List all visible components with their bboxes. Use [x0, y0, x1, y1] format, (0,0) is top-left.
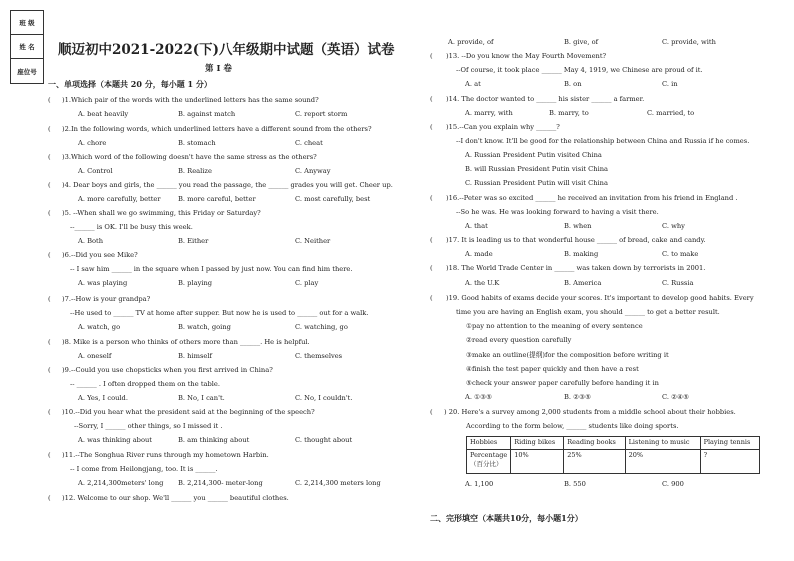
- q6-stem: )6.--Did you see Mike?: [62, 251, 138, 259]
- q2-stem: )2.In the following words, which underlined letters have a different sound from the others?: [62, 125, 372, 133]
- q13-option-a: A. at: [465, 80, 481, 88]
- q9-stem: )9.--Could you use chopsticks when you first arrived in China?: [62, 366, 273, 374]
- q15-option-b: B. will Russian President Putin visit China: [465, 165, 609, 173]
- q16-option-a: A. that: [465, 222, 488, 230]
- q3-option-a: A. Control: [78, 167, 113, 175]
- q17-option-c: C. to make: [662, 250, 699, 258]
- q19-item-4: ④finish the test paper quickly and then have a rest: [466, 365, 639, 373]
- q11-stem: )11.--The Songhua River runs through my hometown Harbin.: [62, 451, 269, 459]
- table-cell: 10%: [511, 450, 564, 474]
- q15-stem2: --I don't know. It'll be good for the relationship between China and Russia if he comes.: [456, 137, 750, 145]
- q1-paren: (: [48, 96, 51, 104]
- q9-stem2: -- ______ . I often dropped them on the table.: [70, 380, 220, 388]
- q7-option-b: B. watch, going: [178, 323, 231, 331]
- table-cell: 20%: [625, 450, 700, 474]
- q20-stem: ) 20. Here's a survey among 2,000 students from a middle school about their hobbies.: [444, 408, 736, 416]
- q1-option-a: A. beat heavily: [78, 110, 129, 118]
- q8-option-a: A. oneself: [78, 352, 112, 360]
- q5-option-c: C. Neither: [295, 237, 331, 245]
- table-header: Reading books: [564, 437, 625, 450]
- q8-stem: )8. Mike is a person who thinks of others more than ______. He is helpful.: [62, 338, 310, 346]
- q6-paren: (: [48, 251, 51, 259]
- q4-stem: )4. Dear boys and girls, the ______ you read the passage, the ______ grades you will get. Cheer up.: [62, 181, 393, 189]
- q14-option-c: C. married, to: [647, 109, 695, 117]
- table-row: [467, 437, 760, 450]
- q1-option-b: B. against match: [178, 110, 236, 118]
- q9-option-c: C. No, I couldn't.: [295, 394, 353, 402]
- q12-paren: (: [48, 494, 51, 502]
- q18-paren: (: [430, 264, 433, 272]
- q11-option-c: C. 2,214,300 meters long: [295, 479, 381, 487]
- q7-stem2: --He used to ______ TV at home after supper. But now he is used to ______ out for a walk.: [70, 309, 369, 317]
- q2-option-c: C. cheat: [295, 139, 323, 147]
- q11-paren: (: [48, 451, 51, 459]
- q19-item-2: ②read every question carefully: [466, 336, 572, 344]
- q7-paren: (: [48, 295, 51, 303]
- q15-paren: (: [430, 123, 433, 131]
- q3-stem: )3.Which word of the following doesn't have the same stress as the others?: [62, 153, 317, 161]
- q2-paren: (: [48, 125, 51, 133]
- page-title: 顺迈初中2021-2022(下)八年级期中试题（英语）试卷: [58, 42, 395, 58]
- q20-stem2: According to the form below, ______ students like doing sports.: [466, 422, 679, 430]
- q13-stem: )13. --Do you know the May Fourth Movement?: [446, 52, 607, 60]
- q4-option-b: B. more careful, better: [178, 195, 256, 203]
- q3-paren: (: [48, 153, 51, 161]
- q19-item-1: ①pay no attention to the meaning of every sentence: [466, 322, 643, 330]
- table-cell: 25%: [564, 450, 625, 474]
- q18-stem: )18. The World Trade Center in ______ was taken down by terrorists in 2001.: [446, 264, 706, 272]
- q3-option-c: C. Anyway: [295, 167, 331, 175]
- q13-stem2: --Of course, it took place ______ May 4, 1919, we Chinese are proud of it.: [456, 66, 703, 74]
- q17-option-b: B. making: [564, 250, 599, 258]
- table-header: Hobbies: [467, 437, 511, 450]
- q16-stem2: --So he was. He was looking forward to having a visit there.: [456, 208, 659, 216]
- q18-option-b: B. America: [564, 279, 602, 287]
- q9-paren: (: [48, 366, 51, 374]
- survey-table: [466, 436, 760, 474]
- q7-option-a: A. watch, go: [78, 323, 121, 331]
- q20-option-c: C. 900: [662, 480, 684, 488]
- section2-heading: 二、完形填空（本题共10分，每小题1分）: [430, 513, 583, 523]
- q19-stem: )19. Good habits of exams decide your scores. It's important to develop good habits. Every: [446, 294, 754, 302]
- class-label: 班 级: [11, 11, 43, 35]
- name-label: 姓 名: [11, 35, 43, 59]
- q18-option-a: A. the U.K: [465, 279, 500, 287]
- q5-paren: (: [48, 209, 51, 217]
- student-info-box: [10, 10, 44, 84]
- q19-option-a: A. ①③⑤: [465, 393, 493, 401]
- q14-option-a: A. marry, with: [465, 109, 513, 117]
- q6-stem2: -- I saw him ______ in the square when I passed by just now. You can find him there.: [70, 265, 353, 273]
- table-cell: ?: [700, 450, 759, 474]
- q10-option-c: C. thought about: [295, 436, 353, 444]
- q16-option-b: B. when: [564, 222, 592, 230]
- q4-option-c: C. most carefully, best: [295, 195, 371, 203]
- q19-item-5: ⑤check your answer paper carefully before handing it in: [466, 379, 659, 387]
- q16-option-c: C. why: [662, 222, 685, 230]
- q12-option-c: C. provide, with: [662, 38, 716, 46]
- q12-option-a: A. provide, of: [448, 38, 494, 46]
- q3-option-b: B. Realize: [178, 167, 212, 175]
- q13-paren: (: [430, 52, 433, 60]
- q5-option-b: B. Either: [178, 237, 209, 245]
- q15-option-a: A. Russian President Putin visited China: [465, 151, 602, 159]
- q4-option-a: A. more carefully, better: [78, 195, 161, 203]
- q6-option-b: B. playing: [178, 279, 213, 287]
- q7-stem: )7.--How is your grandpa?: [62, 295, 151, 303]
- q15-option-c: C. Russian President Putin will visit China: [465, 179, 608, 187]
- q20-option-b: B. 550: [564, 480, 586, 488]
- q10-paren: (: [48, 408, 51, 416]
- q10-stem2: --Sorry, I ______ other things, so I missed it .: [74, 422, 223, 430]
- q9-option-b: B. No, I can't.: [178, 394, 225, 402]
- table-row: [467, 450, 760, 474]
- q11-option-a: A. 2,214,300meters' long: [78, 479, 164, 487]
- q5-stem2: --______ is OK. I'll be busy this week.: [70, 223, 193, 231]
- q20-paren: (: [430, 408, 433, 416]
- q13-option-b: B. on: [564, 80, 582, 88]
- q16-stem: )16.--Peter was so excited ______ he received an invitation from his friend in England .: [446, 194, 738, 202]
- q19-option-b: B. ②③⑤: [564, 393, 592, 401]
- q12-option-b: B. give, of: [564, 38, 599, 46]
- q11-option-b: B. 2,214,300- meter-long: [178, 479, 263, 487]
- q17-stem: )17. It is leading us to that wonderful house ______ of bread, cake and candy.: [446, 236, 706, 244]
- q2-option-a: A. chore: [78, 139, 107, 147]
- q19-option-c: C. ②④⑤: [662, 393, 690, 401]
- part-title: 第 Ⅰ 卷: [205, 64, 232, 74]
- q14-stem: )14. The doctor wanted to ______ his sister ______ a farmer.: [446, 95, 645, 103]
- q5-option-a: A. Both: [78, 237, 104, 245]
- section1-heading: 一、单项选择（本题共 20 分，每小题 1 分）: [48, 79, 212, 89]
- table-row-label: Percentage（百分比）: [467, 450, 511, 474]
- table-header: Playing tennis: [700, 437, 759, 450]
- q17-paren: (: [430, 236, 433, 244]
- q20-option-a: A. 1,100: [465, 480, 494, 488]
- q10-option-a: A. was thinking about: [78, 436, 152, 444]
- q10-stem: )10.--Did you hear what the president said at the beginning of the speech?: [62, 408, 315, 416]
- q5-stem: )5. --When shall we go swimming, this Friday or Saturday?: [62, 209, 261, 217]
- q6-option-c: C. play: [295, 279, 319, 287]
- q17-option-a: A. made: [465, 250, 493, 258]
- q9-option-a: A. Yes, I could.: [78, 394, 128, 402]
- table-header: Riding bikes: [511, 437, 564, 450]
- q11-stem2: -- I come from Heilongjang, too. It is ______.: [70, 465, 218, 473]
- q2-option-b: B. stomach: [178, 139, 216, 147]
- q8-paren: (: [48, 338, 51, 346]
- q15-stem: )15.--Can you explain why ______?: [446, 123, 560, 131]
- seat-label: 座位号: [17, 67, 37, 76]
- q6-option-a: A. was playing: [78, 279, 128, 287]
- q1-option-c: C. report storm: [295, 110, 348, 118]
- q16-paren: (: [430, 194, 433, 202]
- q19-stem2: time you are having an English exam, you should ______ to get a better result.: [456, 308, 720, 316]
- q1-stem: )1.Which pair of the words with the underlined letters has the same sound?: [62, 96, 319, 104]
- q8-option-b: B. himself: [178, 352, 212, 360]
- q10-option-b: B. am thinking about: [178, 436, 250, 444]
- q19-item-3: ③make an outline(提纲)for the composition before writing it: [466, 351, 669, 359]
- q19-paren: (: [430, 294, 433, 302]
- q4-paren: (: [48, 181, 51, 189]
- q14-paren: (: [430, 95, 433, 103]
- q14-option-b: B. marry, to: [549, 109, 589, 117]
- q18-option-c: C. Russia: [662, 279, 694, 287]
- q7-option-c: C. watching, go: [295, 323, 348, 331]
- q8-option-c: C. themselves: [295, 352, 343, 360]
- table-header: Listening to music: [625, 437, 700, 450]
- q13-option-c: C. in: [662, 80, 678, 88]
- q12-stem: )12. Welcome to our shop. We'll ______ you ______ beautiful clothes.: [62, 494, 289, 502]
